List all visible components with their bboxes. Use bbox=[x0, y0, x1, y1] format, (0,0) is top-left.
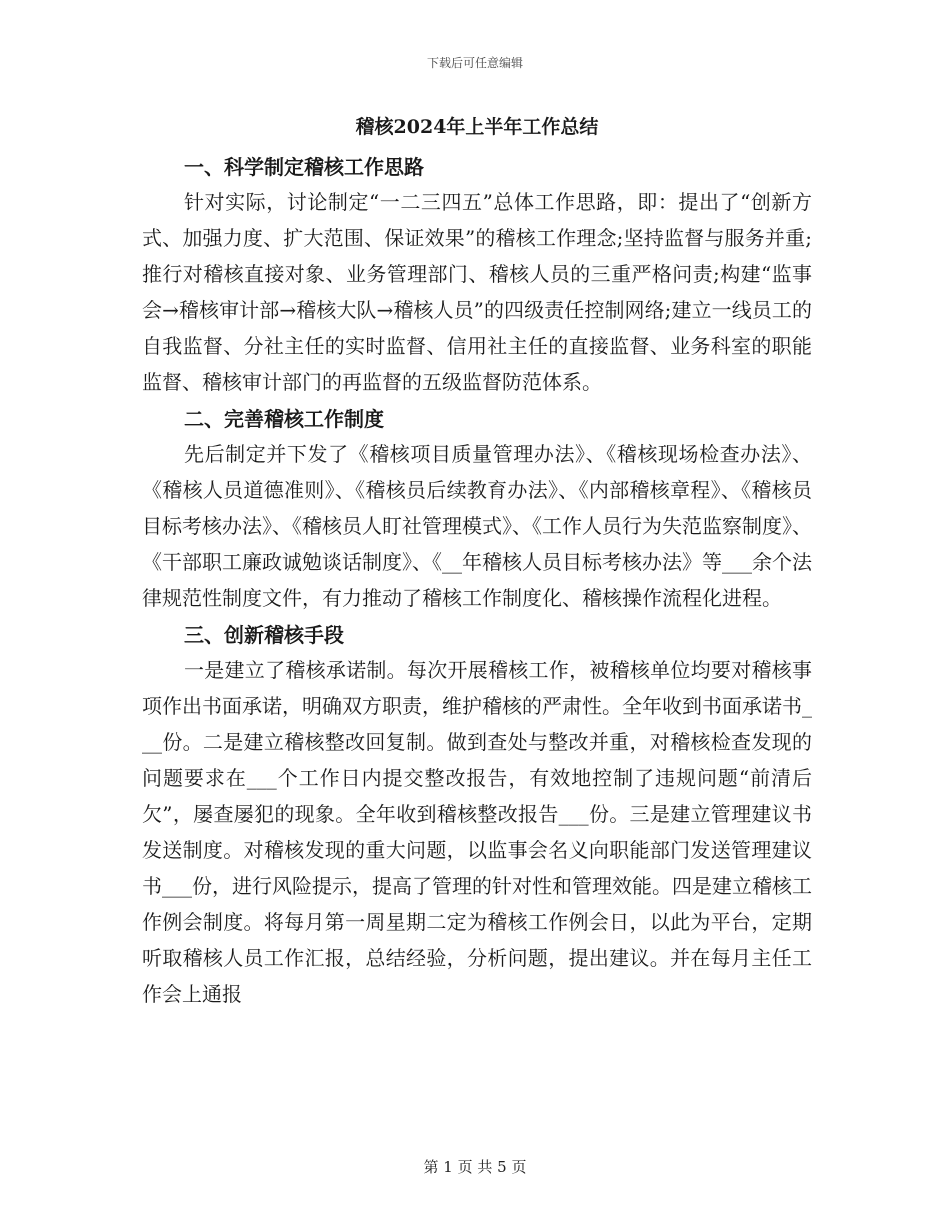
section-paragraph: 一是建立了稽核承诺制。每次开展稽核工作，被稽核单位均要对稽核事项作出书面承诺，明确双方职责，维护稽核的严肃性。全年收到书面承诺书___份。二是建立稽核整改回复制。做到查处与整改并重，对稽核检查发现的问题要求在___个工作日内提交整改报告，有效地控制了违规问题“前清后欠”，屡查屡犯的现象。全年收到稽核整改报告___份。三是建立管理建议书发送制度。对稽核发现的重大问题，以监事会名义向职能部门发送管理建议书___份，进行风险提示，提高了管理的针对性和管理效能。四是建立稽核工作例会制度。将每月第一周星期二定为稽核工作例会日，以此为平台，定期听取稽核人员工作汇报，总结经验，分析问题，提出建议。并在每月主任工作会上通报 bbox=[142, 658, 812, 1006]
document-body bbox=[142, 108, 812, 1014]
section-heading: 一、科学制定稽核工作思路 bbox=[184, 155, 424, 179]
section-paragraph: 先后制定并下发了《稽核项目质量管理办法》、《稽核现场检查办法》、《稽核人员道德准则》、《稽核员后续教育办法》、《内部稽核章程》、《稽核员目标考核办法》、《稽核员人盯社管理模式》、《工作人员行为失范监察制度》、《干部职工廉政诚勉谈话制度》、《__年稽核人员目标考核办法》等___余个法律规范性制度文件，有力推动了稽核工作制度化、稽核操作流程化进程。 bbox=[142, 442, 812, 610]
section-1 bbox=[142, 150, 812, 400]
page-number: 第 1 页 共 5 页 bbox=[423, 1158, 527, 1176]
header-note: 下载后可任意编辑 bbox=[426, 56, 523, 70]
section-2 bbox=[142, 402, 812, 616]
section-heading: 二、完善稽核工作制度 bbox=[184, 407, 384, 431]
section-3 bbox=[142, 618, 812, 1012]
document-title: 稽核2024年上半年工作总结 bbox=[355, 116, 599, 138]
section-heading: 三、创新稽核手段 bbox=[184, 623, 344, 647]
section-paragraph: 针对实际，讨论制定“一二三四五”总体工作思路，即：提出了“创新方式、加强力度、扩大范围、保证效果”的稽核工作理念;坚持监督与服务并重;推行对稽核直接对象、业务管理部门、稽核人员的三重严格问责;构建“监事会→稽核审计部→稽核大队→稽核人员”的四级责任控制网络;建立一线员工的自我监督、分社主任的实时监督、信用社主任的直接监督、业务科室的职能监督、稽核审计部门的再监督的五级监督防范体系。 bbox=[142, 190, 812, 394]
